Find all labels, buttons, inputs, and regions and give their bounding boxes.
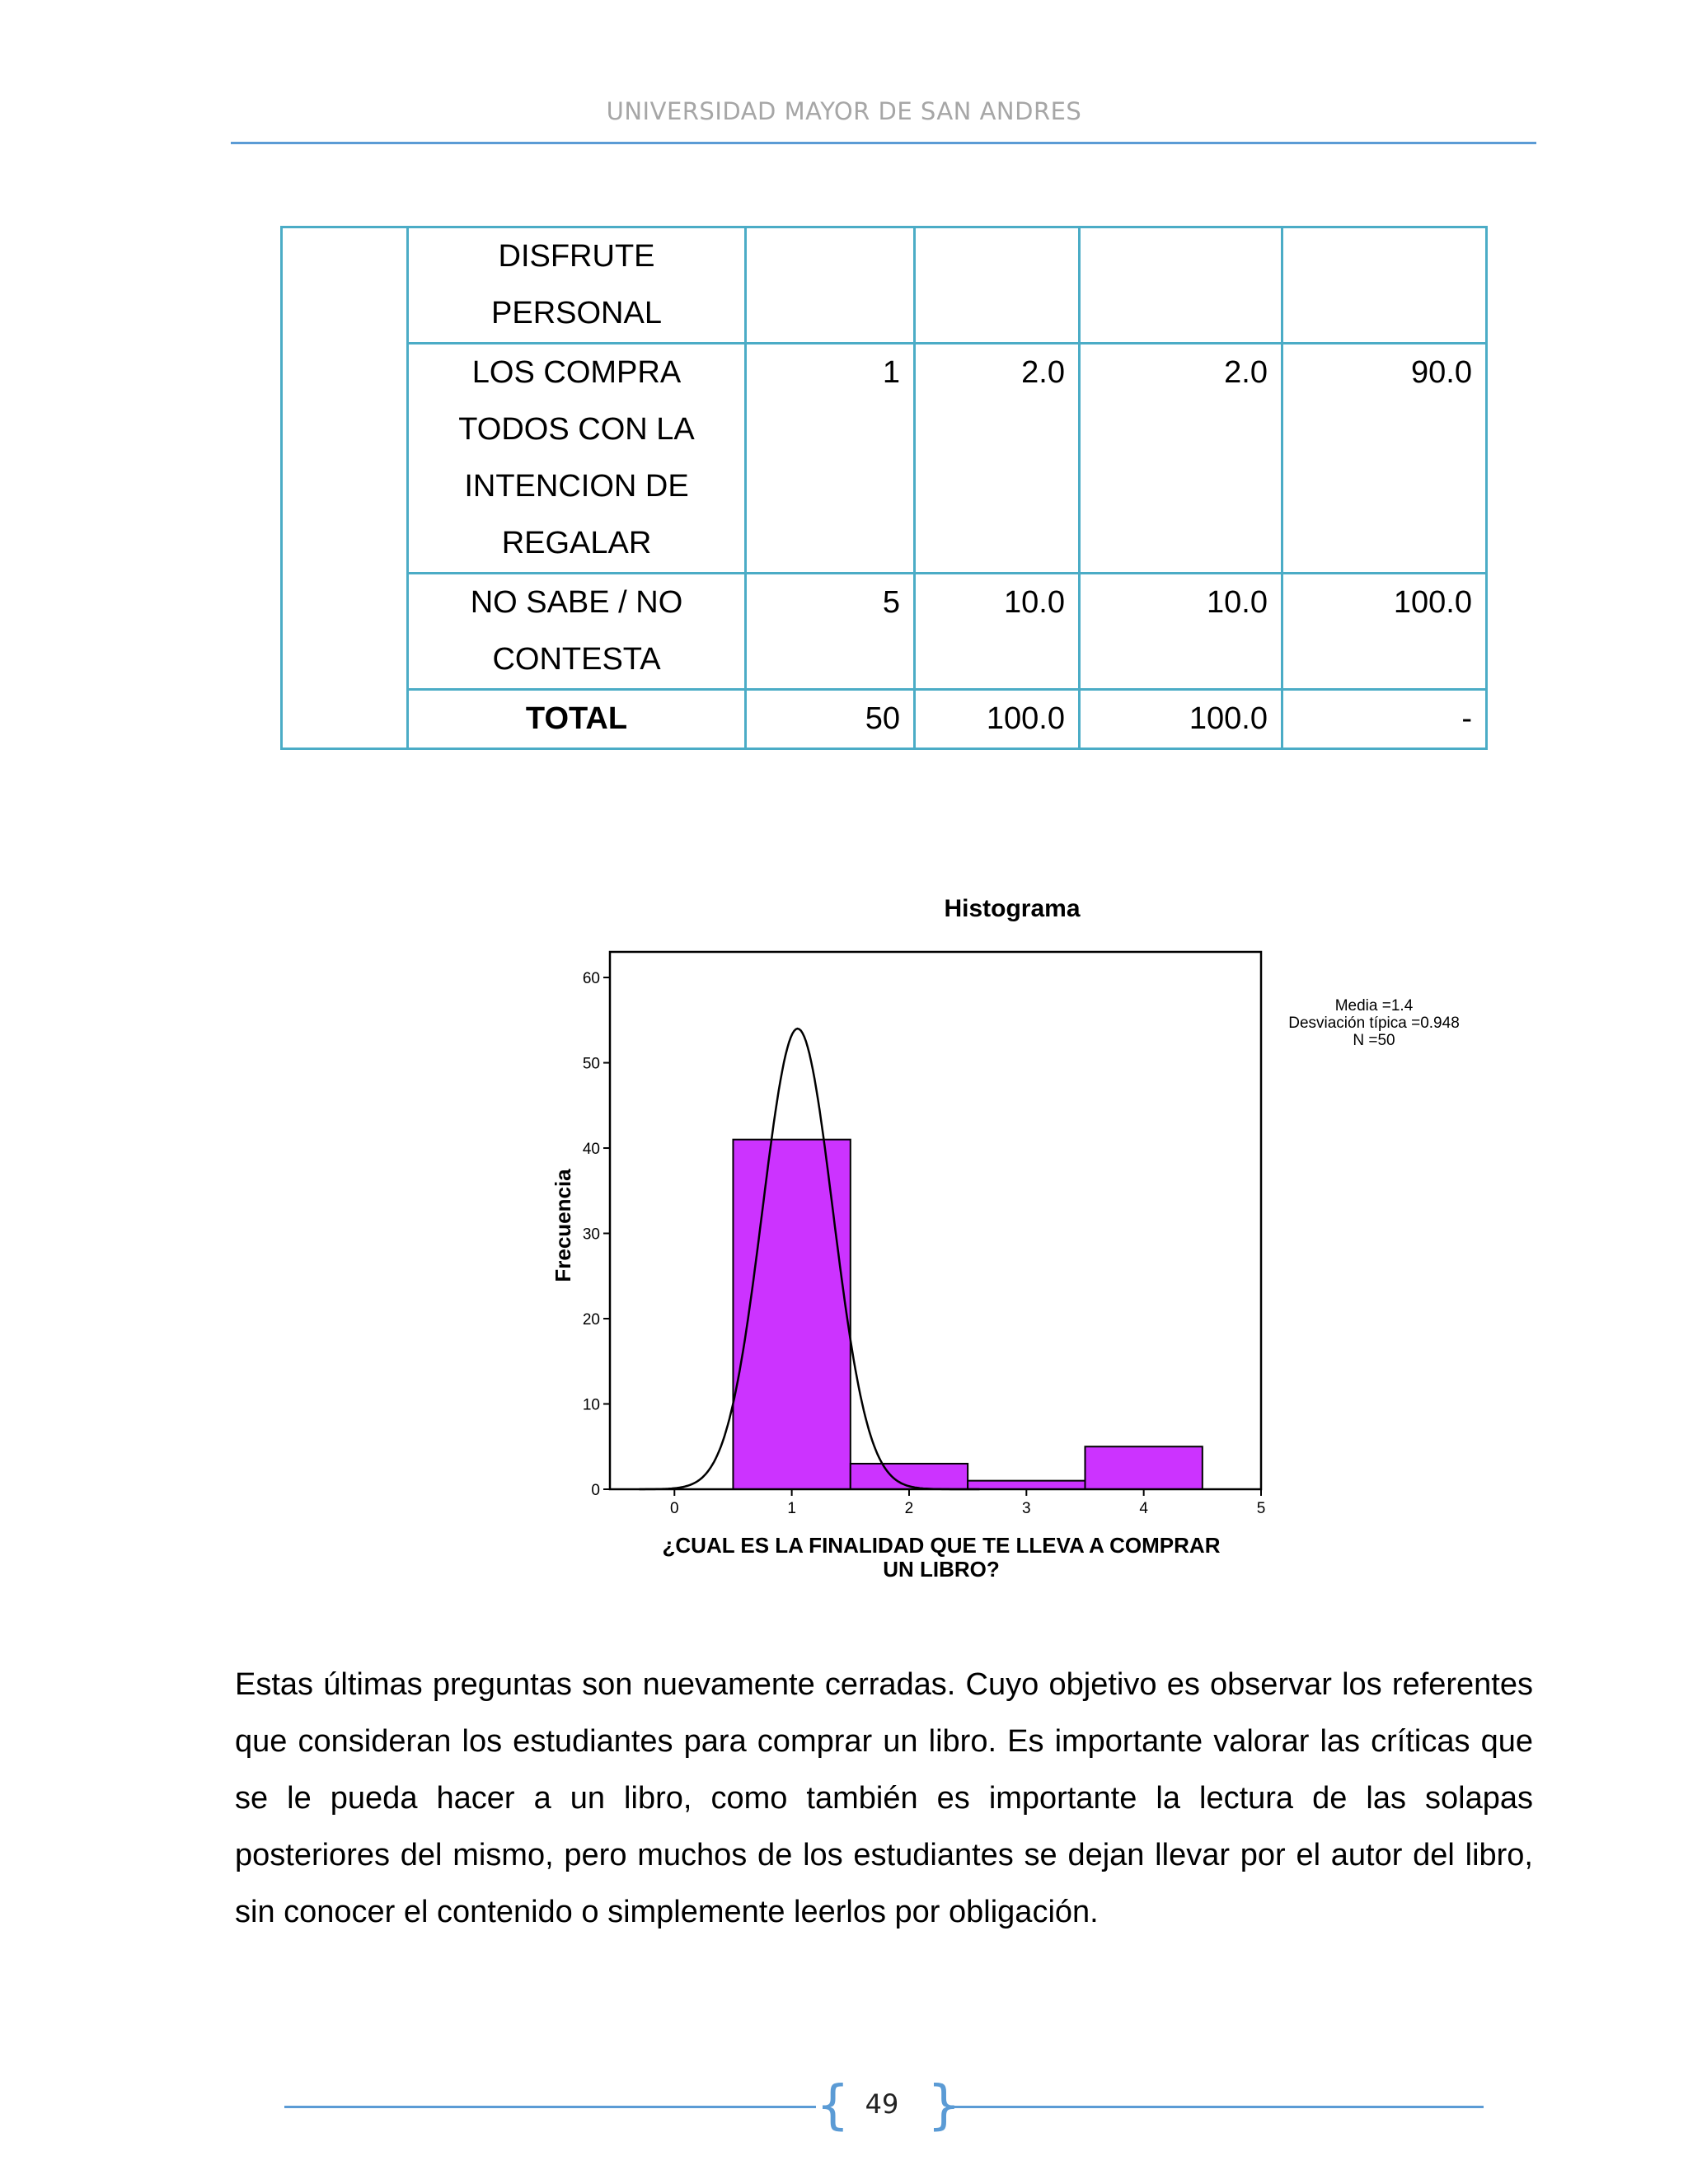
histogram-bar xyxy=(1085,1446,1202,1489)
left-bracket-icon: { xyxy=(816,2075,850,2136)
x-tick-label: 1 xyxy=(787,1500,796,1517)
right-bracket-icon: } xyxy=(927,2075,961,2136)
table-cell-frequency: 50 xyxy=(746,690,915,749)
x-tick-label: 0 xyxy=(669,1500,679,1517)
x-tick-label: 5 xyxy=(1256,1500,1266,1517)
table-cell-valid-percent: 2.0 xyxy=(1080,344,1282,574)
footer-rule-right xyxy=(946,2106,1484,2108)
stats-legend xyxy=(1288,997,1460,1049)
table-cell-percent: 2.0 xyxy=(915,344,1080,574)
y-tick-label: 40 xyxy=(582,1141,600,1159)
plot-frame xyxy=(610,952,1261,1489)
table-cell-frequency xyxy=(746,227,915,344)
table-cell-cumulative-percent: - xyxy=(1282,690,1487,749)
page-number: 49 xyxy=(865,2088,899,2120)
table-cell-frequency: 1 xyxy=(746,344,915,574)
table-cell-percent: 100.0 xyxy=(915,690,1080,749)
header-rule xyxy=(231,142,1536,144)
table-cell-percent: 10.0 xyxy=(915,574,1080,690)
page-header-title: UNIVERSIDAD MAYOR DE SAN ANDRES xyxy=(606,97,1082,125)
x-tick-label: 3 xyxy=(1022,1500,1031,1517)
frequency-table xyxy=(280,226,1488,750)
y-tick-label: 20 xyxy=(582,1311,600,1329)
table-row xyxy=(282,227,1487,344)
chart-title: Histograma xyxy=(944,895,1081,922)
table-row xyxy=(282,344,1487,574)
x-axis-label: ¿CUAL ES LA FINALIDAD QUE TE LLEVA A COMPRAR xyxy=(662,1533,1221,1558)
y-tick-label: 60 xyxy=(582,970,600,988)
table-row xyxy=(282,574,1487,690)
x-tick-label: 2 xyxy=(904,1500,914,1517)
table-group-cell xyxy=(282,227,408,749)
table-cell-frequency: 5 xyxy=(746,574,915,690)
footer-rule-left xyxy=(284,2106,816,2108)
stats-line: Media =1.4 xyxy=(1334,997,1414,1015)
y-tick-label: 10 xyxy=(582,1396,600,1414)
y-tick-label: 30 xyxy=(582,1226,600,1244)
table-cell-valid-percent: 100.0 xyxy=(1080,690,1282,749)
table-cell-label: NO SABE / NO CONTESTA xyxy=(408,574,746,690)
table-cell-label: DISFRUTE PERSONAL xyxy=(408,227,746,344)
histogram-chart xyxy=(544,869,1500,1595)
stats-line: Desviación típica =0.948 xyxy=(1288,1015,1460,1032)
x-axis-label-line-2: UN LIBRO? xyxy=(883,1557,1000,1582)
y-tick-label: 0 xyxy=(591,1482,600,1499)
histogram-bar xyxy=(968,1481,1085,1489)
table-cell-cumulative-percent: 100.0 xyxy=(1282,574,1487,690)
x-tick-label: 4 xyxy=(1139,1500,1148,1517)
histogram-bar xyxy=(733,1140,850,1489)
table-cell-cumulative-percent: 90.0 xyxy=(1282,344,1487,574)
stats-line: N =50 xyxy=(1353,1032,1395,1049)
y-tick-label: 50 xyxy=(582,1055,600,1073)
table-row xyxy=(282,690,1487,749)
table-cell-label: LOS COMPRA TODOS CON LA INTENCION DE REGALAR xyxy=(408,344,746,574)
y-axis-label: Frecuencia xyxy=(551,1169,575,1282)
table-cell-valid-percent: 10.0 xyxy=(1080,574,1282,690)
table-cell-percent xyxy=(915,227,1080,344)
table-cell-cumulative-percent xyxy=(1282,227,1487,344)
table-cell-label: TOTAL xyxy=(408,690,746,749)
table-cell-valid-percent xyxy=(1080,227,1282,344)
body-paragraph: Estas últimas preguntas son nuevamente cerradas. Cuyo objetivo es observar los referentes que consideran los estudiantes para comprar un libro. Es importante valorar las críticas que se le pueda hacer a un libro, como también es importante la lectura de las solapas posteriores del mismo, pero muchos de los estudiantes se dejan llevar por el autor del libro, sin conocer el contenido o simplemente leerlos por obligación. xyxy=(235,1667,1533,1929)
